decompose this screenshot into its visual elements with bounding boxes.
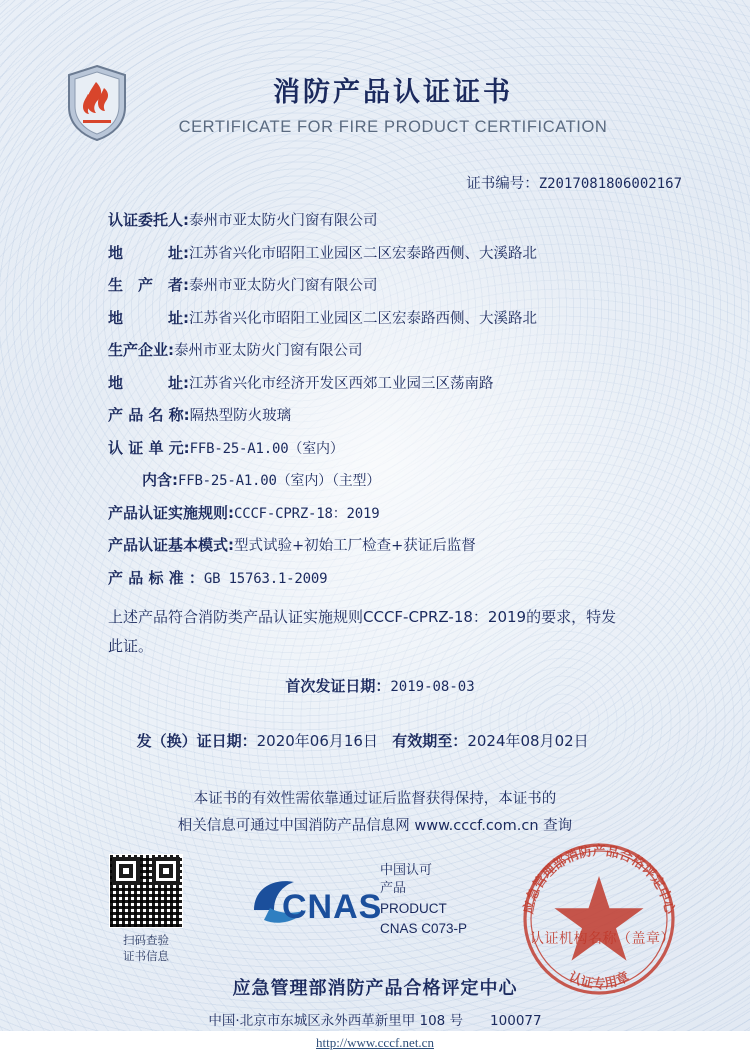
cnas-text-line-2: 产品 — [380, 881, 407, 897]
qr-code-icon[interactable] — [109, 854, 183, 928]
field-list — [32, 209, 718, 588]
field-label: 产 品 标 准 ： — [108, 568, 204, 587]
field-value: GB 15763.1-2009 — [203, 570, 328, 587]
valid-until-value: 2024年08月02日 — [467, 732, 589, 750]
field-row — [108, 567, 678, 588]
title-block — [32, 70, 718, 137]
field-row — [108, 307, 678, 328]
field-row — [108, 469, 678, 490]
cnas-text-line-1: 中国认可 — [380, 862, 433, 878]
issuing-address: 中国·北京市东城区永外西革新里甲 108 号 100077 — [208, 1012, 542, 1029]
field-value: FFB-25-A1.00（室内） — [189, 440, 344, 457]
cnas-logo-icon — [248, 870, 398, 932]
field-value: FFB-25-A1.00（室内）（主型） — [178, 473, 381, 489]
field-value: 泰州市亚太防火门窗有限公司 — [174, 343, 363, 359]
field-label: 地 址: — [108, 308, 189, 327]
field-row — [108, 372, 678, 393]
qr-block — [98, 854, 194, 964]
field-value: 型式试验+初始工厂检查+获证后监督 — [234, 538, 476, 554]
cnas-text-line-3: PRODUCT — [380, 901, 447, 917]
field-value: 隔热型防火玻璃 — [189, 408, 292, 424]
field-value: 江苏省兴化市昭阳工业园区二区宏泰路西侧、大溪路北 — [189, 310, 537, 327]
cnas-text-line-4: CNAS C073-P — [380, 920, 468, 936]
field-row — [108, 534, 678, 555]
field-row — [108, 339, 678, 360]
svg-text:认证专用章: 认证专用章 — [566, 969, 632, 992]
field-label: 生 产 者: — [108, 276, 189, 294]
validity-notice-line-1: 本证书的有效性需依靠通过证后监督获得保持，本证书的 — [193, 791, 557, 807]
logos-band — [32, 843, 718, 992]
field-value: 泰州市亚太防火门窗有限公司 — [189, 278, 378, 294]
statement-line-1: 上述产品符合消防类产品认证实施规则CCCF-CPRZ-18：2019的要求，特发 — [108, 607, 617, 626]
cnas-accreditation-text — [380, 862, 467, 939]
certificate-number-label: 证书编号： — [466, 176, 539, 192]
field-label: 地 址: — [108, 243, 189, 262]
field-label: 产 品 名 称: — [108, 406, 190, 424]
field-label: 产品认证实施规则: — [108, 503, 234, 522]
field-row — [108, 209, 678, 230]
svg-text:CNAS: CNAS — [282, 887, 383, 926]
field-value: CCCF-CPRZ-18：2019 — [234, 505, 380, 522]
field-row — [108, 274, 678, 295]
issue-date-label: 发（换）证日期： — [136, 732, 257, 750]
qr-caption-line-2: 证书信息 — [123, 948, 169, 963]
field-row — [108, 437, 678, 458]
red-official-seal-icon — [510, 830, 688, 1008]
page-title-cn: 消防产品认证证书 — [273, 77, 513, 108]
page-title-en: CERTIFICATE FOR FIRE PRODUCT CERTIFICATION — [178, 118, 608, 136]
field-label: 认 证 单 元: — [108, 438, 190, 457]
issue-and-validity-dates — [32, 712, 718, 769]
certificate-inner — [32, 28, 718, 1050]
field-label: 内含: — [142, 471, 178, 489]
certificate-number — [32, 172, 718, 193]
field-value: 江苏省兴化市昭阳工业园区二区宏泰路西侧、大溪路北 — [189, 245, 537, 262]
statement-line-2: 此证。 — [108, 636, 154, 655]
field-value: 江苏省兴化市经济开发区西郊工业园三区荡南路 — [189, 375, 494, 392]
conformity-statement — [32, 603, 718, 662]
field-label: 产品认证基本模式: — [108, 536, 234, 554]
issuing-website-link[interactable]: http://www.cccf.net.cn — [316, 1034, 434, 1050]
issuing-organization: 应急管理部消防产品合格评定中心 — [232, 977, 518, 999]
seal-label: 认证机构名称（盖章） — [530, 930, 675, 947]
field-row — [108, 242, 678, 263]
field-label: 地 址: — [108, 373, 189, 392]
svg-text:应急管理部消防产品合格评定中心: 应急管理部消防产品合格评定中心 — [521, 843, 677, 915]
field-label: 生产企业: — [108, 341, 174, 359]
field-value: 泰州市亚太防火门窗有限公司 — [189, 213, 378, 229]
field-row — [108, 502, 678, 523]
valid-until-label: 有效期至： — [392, 732, 468, 750]
first-issue-date-value: 2019-08-03 — [390, 679, 475, 695]
first-issue-date-label: 首次发证日期： — [285, 677, 391, 695]
field-row — [108, 404, 678, 425]
certificate-header — [32, 28, 718, 146]
validity-notice-line-2: 相关信息可通过中国消防产品信息网 www.cccf.com.cn 查询 — [177, 817, 573, 834]
qr-caption — [98, 932, 194, 964]
field-label: 认证委托人: — [108, 211, 189, 229]
issue-date-value: 2020年06月16日 — [256, 732, 378, 750]
certificate-number-value: Z2017081806002167 — [538, 176, 682, 192]
qr-caption-line-1: 扫码查验 — [123, 932, 169, 947]
first-issue-date — [32, 675, 718, 696]
